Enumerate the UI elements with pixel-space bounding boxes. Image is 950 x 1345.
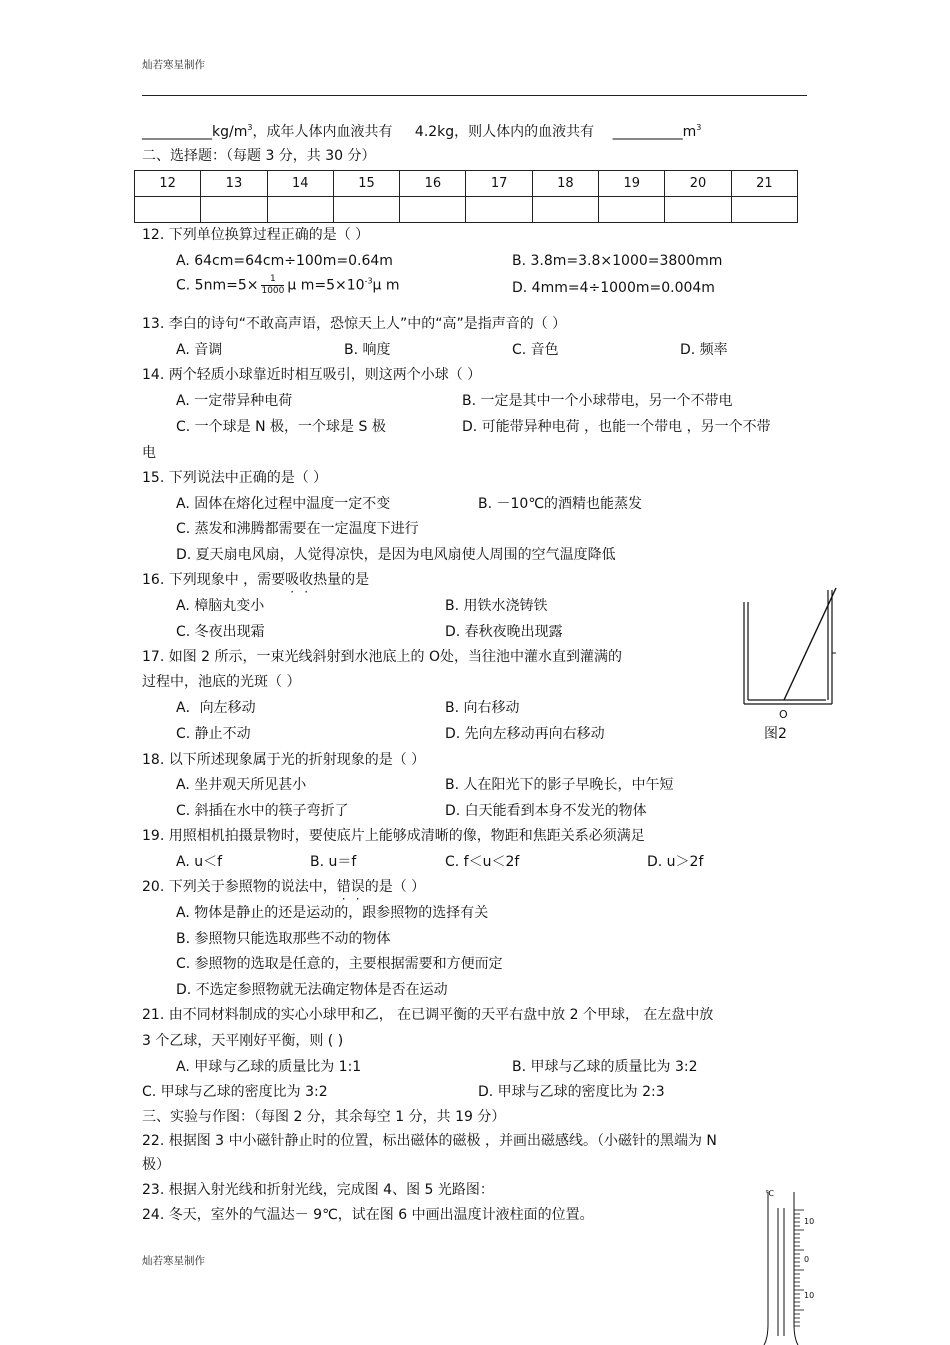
- answer-header-cell: 18: [532, 171, 598, 197]
- answer-header-cell: 17: [466, 171, 532, 197]
- emphasis-char: 错: [336, 879, 351, 895]
- question-17-option-d[interactable]: D. 先向左移动再向右移动: [445, 726, 605, 742]
- question-21-stem-cont: 3 个乙球，天平刚好平衡，则 ( ): [142, 1033, 344, 1049]
- page-header: 灿若寒星制作: [142, 59, 205, 71]
- blank-1[interactable]: __________: [142, 124, 212, 140]
- question-13-option-a[interactable]: A. 音调: [176, 342, 223, 358]
- thermometer-label-0: 0: [804, 1255, 810, 1264]
- question-20-option-d[interactable]: D. 不选定参照物就无法确定物体是否在运动: [176, 982, 448, 998]
- fraction: $\frac{1}{1000}$: [261, 274, 285, 296]
- answer-cell[interactable]: [731, 197, 797, 223]
- question-20-stem: 20. 下列关于参照物的说法中，错误的是（ ）: [142, 879, 426, 895]
- question-14-option-d[interactable]: D. 可能带异种电荷 ，也能一个带电 ，另一个不带: [462, 419, 771, 435]
- question-14-stem: 14. 两个轻质小球靠近时相互吸引，则这两个小球（ ）: [142, 367, 482, 383]
- question-23-stem: 23. 根据入射光线和折射光线，完成图 4、图 5 光路图：: [142, 1182, 494, 1198]
- answer-table-header-row: [135, 171, 798, 197]
- question-21-option-b[interactable]: B. 甲球与乙球的质量比为 3:2: [512, 1059, 698, 1075]
- question-15-option-b[interactable]: B. －10℃的酒精也能蒸发: [478, 496, 643, 512]
- question-19-option-d[interactable]: D. u＞2f: [647, 854, 704, 870]
- answer-cell[interactable]: [665, 197, 731, 223]
- answer-header-cell: 14: [267, 171, 333, 197]
- question-17-option-c[interactable]: C. 静止不动: [176, 726, 251, 742]
- question-14-option-d-cont: 电: [142, 445, 156, 461]
- question-21-option-c[interactable]: C. 甲球与乙球的密度比为 3:2: [142, 1084, 328, 1100]
- answer-cell[interactable]: [135, 197, 201, 223]
- question-12-option-c[interactable]: C. 5nm=5× $\frac{1}{1000}$ μ $m=5\times 10^{-3}\mu$ m: [176, 274, 400, 296]
- emphasis-char: 误: [350, 879, 365, 895]
- question-15-option-c[interactable]: C. 蒸发和沸腾都需要在一定温度下进行: [176, 521, 419, 537]
- question-13-option-c[interactable]: C. 音色: [512, 342, 559, 358]
- question-19-option-c[interactable]: C. f＜u＜2f: [445, 854, 520, 870]
- question-12-stem: 12. 下列单位换算过程正确的是（ ）: [142, 227, 370, 243]
- question-14-option-c[interactable]: C. 一个球是 N 极，一个球是 S 极: [176, 419, 386, 435]
- figure-2-label: 图2: [764, 726, 787, 742]
- question-17-option-a[interactable]: A．向左移动: [176, 700, 256, 716]
- question-14-option-a[interactable]: A. 一定带异种电荷: [176, 393, 293, 409]
- thermometer-label-10-below: 10: [804, 1291, 815, 1300]
- question-22-stem: 22. 根据图 3 中小磁针静止时的位置，标出磁体的磁极 ，并画出磁感线。（小磁针的黑端为 N: [142, 1133, 717, 1149]
- question-21-option-d[interactable]: D. 甲球与乙球的密度比为 2:3: [478, 1084, 665, 1100]
- question-24-stem: 24. 冬天，室外的气温达－ 9℃，试在图 6 中画出温度计液柱面的位置。: [142, 1207, 594, 1223]
- question-17-stem-cont: 过程中，池底的光斑（ ）: [142, 674, 301, 690]
- thermometer-figure: [760, 1188, 820, 1345]
- answer-header-cell: 19: [599, 171, 665, 197]
- question-12-option-b[interactable]: B. 3.8m=3.8×1000=3800mm: [512, 253, 723, 269]
- question-18-stem: 18. 以下所述现象属于光的折射现象的是（ ）: [142, 752, 426, 768]
- question-19-stem: 19. 用照相机拍摄景物时，要使底片上能够成清晰的像，物距和焦距关系必须满足: [142, 828, 645, 844]
- answer-header-cell: 12: [135, 171, 201, 197]
- fill-blank-line: $\_\_\_\_\_\_\_\_\_\_kg/m^3$，成年人体内血液共有 4.2kg，则人体内的血液共有 $\_\_\_\_\_\_\_\_\_\_m^3$: [142, 123, 702, 140]
- answer-table-input-row: [135, 197, 798, 223]
- question-19-option-b[interactable]: B. u＝f: [310, 854, 357, 870]
- header-rule: [142, 95, 807, 96]
- page-footer: 灿若寒星制作: [142, 1255, 205, 1267]
- question-13-stem: 13. 李白的诗句“不敢高声语，恐惊天上人”中的“高”是指声音的（ ）: [142, 316, 567, 332]
- question-18-option-d[interactable]: D. 白天能看到本身不发光的物体: [445, 803, 647, 819]
- thermometer-label-10-above: 10: [804, 1217, 815, 1226]
- question-12-option-a[interactable]: A. 64cm=64cm÷100m=0.64m: [176, 253, 393, 269]
- question-16-option-a[interactable]: A. 樟脑丸变小: [176, 598, 265, 614]
- question-21-stem: 21. 由不同材料制成的实心小球甲和乙， 在已调平衡的天平右盘中放 2 个甲球， 在左盘中放: [142, 1007, 714, 1023]
- section-2-title: 二、选择题：（每题 3 分，共 30 分）: [142, 148, 376, 164]
- emphasis-char: 收: [299, 572, 314, 588]
- question-18-option-b[interactable]: B. 人在阳光下的影子早晚长，中午短: [445, 777, 674, 793]
- thermometer-scale: [794, 1210, 804, 1326]
- answer-cell[interactable]: [532, 197, 598, 223]
- question-19-option-a[interactable]: A. u＜f: [176, 854, 223, 870]
- question-14-option-b[interactable]: B. 一定是其中一个小球带电，另一个不带电: [462, 393, 733, 409]
- thermometer-unit: ℃: [765, 1189, 774, 1198]
- answer-table: [134, 170, 798, 223]
- answer-cell[interactable]: [201, 197, 267, 223]
- question-13-option-d[interactable]: D. 频率: [680, 342, 728, 358]
- answer-cell[interactable]: [267, 197, 333, 223]
- question-21-option-a[interactable]: A. 甲球与乙球的质量比为 1:1: [176, 1059, 362, 1075]
- section-3-title: 三、实验与作图：（每图 2 分，其余每空 1 分，共 19 分）: [142, 1109, 506, 1125]
- question-15-stem: 15. 下列说法中正确的是（ ）: [142, 470, 328, 486]
- answer-header-cell: 20: [665, 171, 731, 197]
- question-16-option-b[interactable]: B. 用铁水浇铸铁: [445, 598, 548, 614]
- question-17-stem: 17. 如图 2 所示，一束光线斜射到水池底上的 O处，当往池中灌水直到灌满的: [142, 649, 622, 665]
- answer-cell[interactable]: [400, 197, 466, 223]
- question-12-option-d[interactable]: D. 4mm=4÷1000m=0.004m: [512, 280, 715, 296]
- answer-cell[interactable]: [599, 197, 665, 223]
- answer-header-cell: 21: [731, 171, 797, 197]
- answer-header-cell: 16: [400, 171, 466, 197]
- question-18-option-c[interactable]: C. 斜插在水中的筷子弯折了: [176, 803, 349, 819]
- question-15-option-d[interactable]: D. 夏天扇电风扇，人觉得凉快，是因为电风扇使人周围的空气温度降低: [176, 547, 616, 563]
- question-16-option-c[interactable]: C. 冬夜出现霜: [176, 624, 265, 640]
- question-16-option-d[interactable]: D. 春秋夜晚出现露: [445, 624, 563, 640]
- question-18-option-a[interactable]: A. 坐井观天所见甚小: [176, 777, 307, 793]
- question-16-stem: 16. 下列现象中 ，需要吸收热量的是: [142, 572, 370, 588]
- question-13-option-b[interactable]: B. 响度: [344, 342, 391, 358]
- answer-cell[interactable]: [333, 197, 399, 223]
- question-20-option-c[interactable]: C. 参照物的选取是任意的，主要根据需要和方便而定: [176, 956, 503, 972]
- answer-header-cell: 15: [333, 171, 399, 197]
- figure-2-point-o: O: [779, 708, 788, 721]
- question-17-option-b[interactable]: B. 向右移动: [445, 700, 520, 716]
- question-15-option-a[interactable]: A. 固体在熔化过程中温度一定不变: [176, 496, 391, 512]
- emphasis-char: 吸: [285, 572, 300, 588]
- answer-cell[interactable]: [466, 197, 532, 223]
- question-20-option-b[interactable]: B. 参照物只能选取那些不动的物体: [176, 931, 391, 947]
- figure-2-pool-diagram: [738, 588, 838, 708]
- blank-2[interactable]: __________: [612, 124, 683, 140]
- answer-header-cell: 13: [201, 171, 267, 197]
- question-22-stem-cont: 极）: [142, 1157, 170, 1173]
- question-20-option-a[interactable]: A. 物体是静止的还是运动的，跟参照物的选择有关: [176, 905, 489, 921]
